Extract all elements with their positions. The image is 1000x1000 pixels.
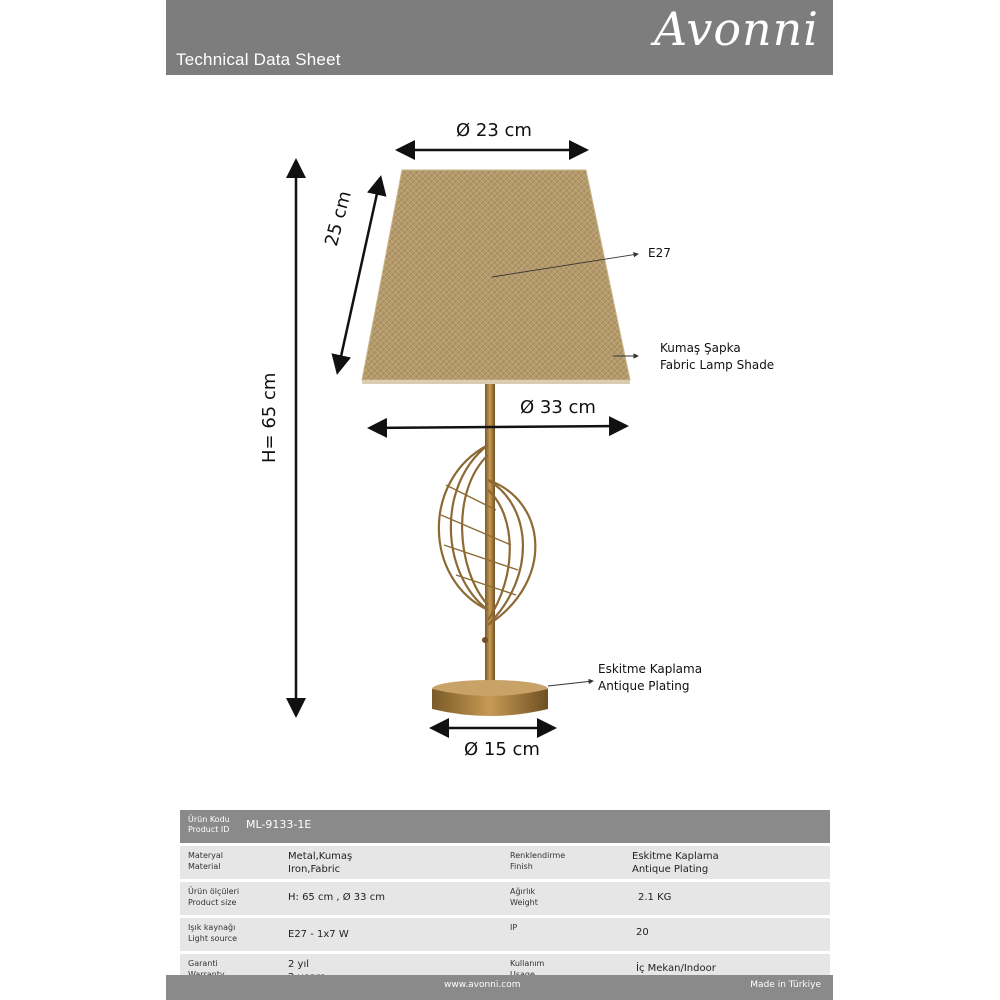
product-id-value: ML-9133-1E — [246, 818, 312, 831]
footer-bar — [166, 975, 833, 1000]
dim-base-diameter: Ø 15 cm — [464, 739, 540, 760]
spec-value — [288, 928, 349, 941]
spec-key-en: Weight — [510, 898, 538, 907]
spec-key — [510, 886, 538, 908]
spec-value — [636, 962, 716, 975]
spec-key-tr: Kullanım — [510, 959, 545, 968]
website-link[interactable]: www.avonni.com — [444, 980, 521, 990]
spec-value-line: H: 65 cm , Ø 33 cm — [288, 892, 385, 903]
spec-key — [188, 850, 223, 872]
spec-key-en: Finish — [510, 862, 533, 871]
spec-table — [180, 810, 830, 987]
spec-key-tr: Renklendirme — [510, 851, 566, 860]
spec-key-tr: Ürün ölçüleri — [188, 887, 240, 896]
spec-key-en: Light source — [188, 934, 238, 943]
spec-key-en: Product size — [188, 898, 237, 907]
spec-key — [188, 922, 237, 944]
spec-key — [510, 850, 565, 872]
spec-value-line: 20 — [636, 927, 649, 938]
spec-value-line: 2.1 KG — [638, 892, 672, 903]
product-drawing — [166, 75, 833, 810]
callout-shade-tr: Kumaş Şapka — [660, 341, 741, 355]
spec-key — [188, 886, 239, 908]
dim-shade-bottom-diameter: Ø 33 cm — [520, 397, 596, 418]
product-id-label — [188, 815, 230, 835]
spec-key-tr: Ağırlık — [510, 887, 536, 896]
spec-value-line: 2 yıl — [288, 959, 310, 970]
spec-key-tr: IP — [510, 923, 518, 932]
product-id-label-tr: Ürün Kodu — [188, 815, 230, 824]
spec-key-en: Material — [188, 862, 221, 871]
spec-header-row — [180, 810, 830, 843]
data-sheet — [166, 0, 833, 1000]
header-bar — [166, 0, 833, 75]
spec-value — [288, 891, 385, 904]
sheet-title: Technical Data Sheet — [176, 50, 341, 69]
spec-value-line: Metal,Kumaş — [288, 851, 353, 862]
spec-value-line: İç Mekan/Indoor — [636, 963, 716, 974]
dim-top-diameter: Ø 23 cm — [456, 120, 532, 141]
spec-value-line: Antique Plating — [632, 864, 709, 875]
spec-value-line: E27 - 1x7 W — [288, 929, 349, 940]
spec-key-tr: Işık kaynağı — [188, 923, 236, 932]
callout-socket — [648, 245, 671, 262]
spec-key — [510, 922, 517, 933]
callout-shade-en: Fabric Lamp Shade — [660, 358, 775, 372]
callout-finish-en: Antique Plating — [598, 679, 690, 693]
spec-value — [632, 850, 719, 876]
spec-row — [180, 879, 830, 915]
spec-value — [636, 926, 649, 939]
spec-value-line: Eskitme Kaplama — [632, 851, 719, 862]
callout-socket-label: E27 — [648, 246, 671, 260]
spec-value — [288, 850, 352, 876]
spec-key-tr: Garanti — [188, 959, 218, 968]
made-in-label: Made in Türkiye — [750, 980, 821, 990]
spec-value-line: Iron,Fabric — [288, 864, 341, 875]
callout-shade — [660, 340, 774, 374]
dim-total-height: H= 65 cm — [259, 372, 280, 463]
spec-key-tr: Materyal — [188, 851, 224, 860]
lamp-shade — [362, 170, 630, 380]
product-id-label-en: Product ID — [188, 825, 230, 834]
callout-finish — [598, 661, 702, 695]
spec-row — [180, 843, 830, 879]
spec-row — [180, 915, 830, 951]
dim-shade-height: 25 cm — [321, 188, 356, 249]
callout-finish-tr: Eskitme Kaplama — [598, 662, 703, 676]
brand-logo: Avonni — [653, 2, 819, 56]
spec-value — [638, 891, 671, 904]
